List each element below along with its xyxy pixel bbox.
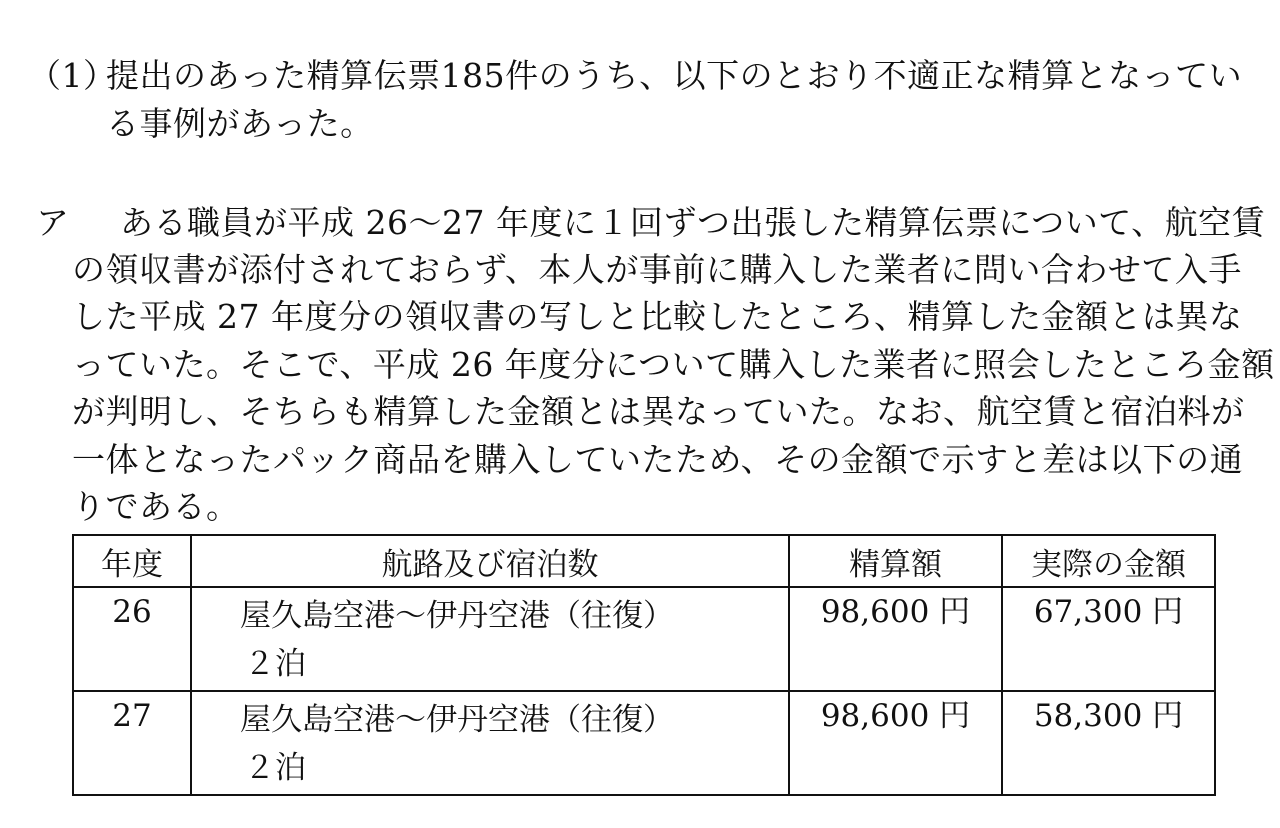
- paragraph-line-2: の領収書が添付されておらず、本人が事前に購入した業者に問い合わせて入手: [72, 250, 1242, 289]
- header-actual-amount: 実際の金額: [1002, 535, 1215, 587]
- table-header-row: [73, 535, 1215, 587]
- paragraph-line-3: した平成 27 年度分の領収書の写しと比較したところ、精算した金額とは異な: [72, 297, 1243, 336]
- header-settled-amount: 精算額: [789, 535, 1002, 587]
- paragraph-line-5: が判明し、そちらも精算した金額とは異なっていた。なお、航空賃と宿泊料が: [72, 392, 1245, 431]
- route-text: 屋久島空港～伊丹空港（往復）: [240, 702, 674, 738]
- cell-settled-amount: 98,600 円: [789, 587, 1002, 691]
- nights-text: ２泊: [244, 750, 306, 786]
- table-row: [73, 691, 1215, 795]
- cell-year: 26: [73, 587, 191, 691]
- table-row: [73, 587, 1215, 691]
- cell-settled-amount: 98,600 円: [789, 691, 1002, 795]
- settlement-table: [72, 534, 1216, 796]
- paragraph-line-4: っていた。そこで、平成 26 年度分について購入した業者に照会したところ金額: [72, 345, 1275, 384]
- paragraph-line-1: ある職員が平成 26～27 年度に１回ずつ出張した精算伝票について、航空賃: [120, 203, 1266, 242]
- cell-year: 27: [73, 691, 191, 795]
- header-year: 年度: [73, 535, 191, 587]
- cell-actual-amount: 67,300 円: [1002, 587, 1215, 691]
- paragraph-line-6: 一体となったパック商品を購入していたため、その金額で示すと差は以下の通: [72, 440, 1244, 479]
- section-heading-line-1: 提出のあった精算伝票185件のうち、以下のとおり不適正な精算となってい: [106, 56, 1243, 95]
- item-marker: ア: [36, 203, 70, 242]
- header-route: 航路及び宿泊数: [191, 535, 789, 587]
- cell-route: [191, 691, 789, 795]
- route-text: 屋久島空港～伊丹空港（往復）: [240, 598, 674, 634]
- cell-route: [191, 587, 789, 691]
- cell-actual-amount: 58,300 円: [1002, 691, 1215, 795]
- paragraph-line-7: りである。: [72, 487, 240, 526]
- section-heading-line-2: る事例があった。: [106, 104, 374, 143]
- section-number: （1）: [28, 56, 117, 95]
- nights-text: ２泊: [244, 646, 306, 682]
